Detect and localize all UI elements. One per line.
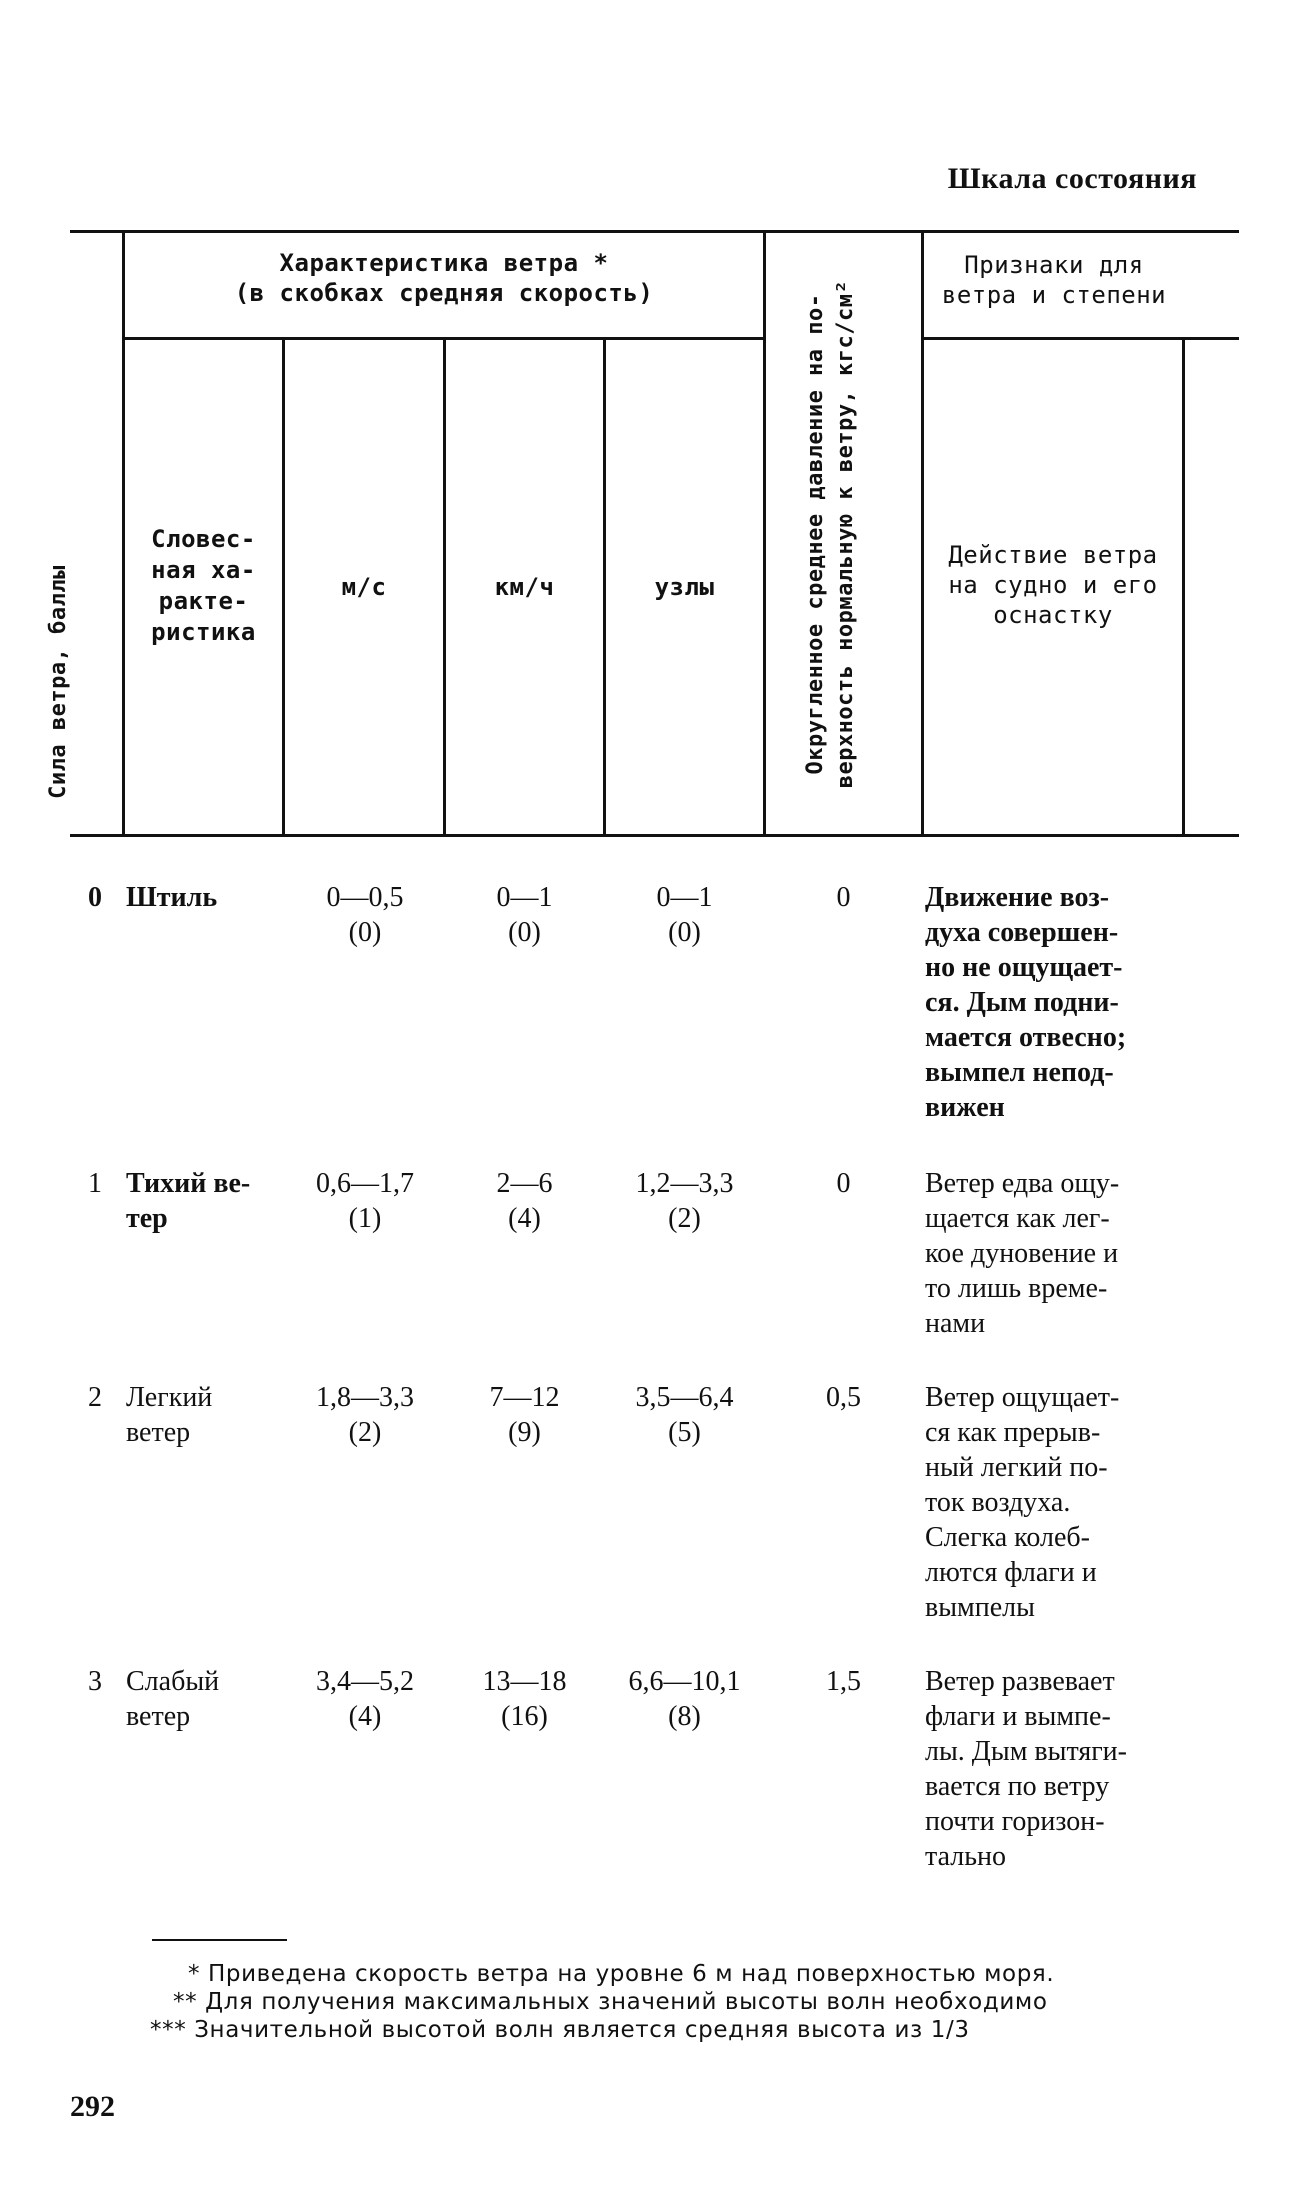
header-bottom-rule xyxy=(70,834,1239,837)
table-row-action: Движение воз- духа совершен- но не ощущает- ся. Дым подни- мается отвесно; вымпел непод- вижен xyxy=(925,882,1127,1123)
table-row-force: 3 xyxy=(88,1666,102,1697)
header-signs: Признаки для ветра и степени xyxy=(941,251,1167,309)
header-pressure-line2: верхность нормальную к ветру, кгс/см² xyxy=(833,279,858,789)
header-kmh: км/ч xyxy=(494,573,555,601)
header-verbal: Словес- ная ха- ракте- ристика xyxy=(151,525,256,646)
table-row-knots: 1,2—3,3 (2) xyxy=(635,1168,734,1234)
table-top-rule xyxy=(70,230,1239,233)
table-row-kmh: 2—6 (4) xyxy=(496,1168,553,1234)
header-knots: узлы xyxy=(654,573,715,601)
footnote-rule xyxy=(152,1939,287,1941)
table-row-ms: 0—0,5 (0) xyxy=(326,882,404,948)
table-row-knots: 6,6—10,1 (8) xyxy=(628,1666,741,1732)
header-ms: м/с xyxy=(341,573,387,601)
table-row-force: 2 xyxy=(88,1382,102,1413)
table-row-force: 1 xyxy=(88,1168,102,1199)
table-row-name: Тихий ве- тер xyxy=(126,1168,251,1234)
table-row-name: Штиль xyxy=(126,882,218,913)
col-divider-6 xyxy=(921,230,924,836)
table-row-kmh: 7—12 (9) xyxy=(489,1382,560,1448)
col-divider-5 xyxy=(763,230,766,836)
table-row-ms: 1,8—3,3 (2) xyxy=(316,1382,414,1448)
header-pressure-line1: Округленное среднее давление на по- xyxy=(803,293,828,775)
table-row-ms: 0,6—1,7 (1) xyxy=(316,1168,414,1234)
table-row-name: Слабый ветер xyxy=(126,1666,220,1732)
table-row-kmh: 0—1 (0) xyxy=(496,882,553,948)
subheader-rule-right xyxy=(921,337,1239,340)
col-divider-7 xyxy=(1182,337,1185,836)
header-wind-characteristic: Характеристика ветра * (в скобках средняя скорость) xyxy=(234,249,654,307)
table-row-name: Легкий ветер xyxy=(126,1382,213,1448)
table-row-action: Ветер развевает флаги и вымпе- лы. Дым вытяги- вается по ветру почти горизон- тально xyxy=(925,1666,1127,1872)
table-row-force: 0 xyxy=(88,882,102,913)
table-row-action: Ветер ощущает- ся как прерыв- ный легкий по- ток воздуха. Слегка колеб- лются флаги и вымпелы xyxy=(925,1382,1120,1623)
footnote-3: *** Значительной высотой волн является средняя высота из 1/3 xyxy=(150,2017,970,2043)
table-row-pressure: 0,5 xyxy=(826,1382,861,1413)
header-force: Сила ветра, баллы xyxy=(46,565,71,799)
table-row-action: Ветер едва ощу- щается как лег- кое дуновение и то лишь време- нами xyxy=(925,1168,1120,1339)
table-row-pressure: 0 xyxy=(836,882,851,913)
footnote-2: ** Для получения максимальных значений высоты волн необходимо xyxy=(173,1989,1048,2015)
table-row-pressure: 1,5 xyxy=(826,1666,861,1697)
table-row-ms: 3,4—5,2 (4) xyxy=(316,1666,414,1732)
table-row-knots: 0—1 (0) xyxy=(656,882,713,948)
header-action: Действие ветра на судно и его оснастку xyxy=(948,541,1158,629)
page-title: Шкала состояния xyxy=(947,162,1197,195)
table-row-knots: 3,5—6,4 (5) xyxy=(635,1382,734,1448)
table-row-kmh: 13—18 (16) xyxy=(482,1666,567,1732)
footnote-1: * Приведена скорость ветра на уровне 6 м над поверхностью моря. xyxy=(188,1961,1055,1987)
page-number: 292 xyxy=(70,2090,115,2123)
table-row-pressure: 0 xyxy=(836,1168,851,1199)
